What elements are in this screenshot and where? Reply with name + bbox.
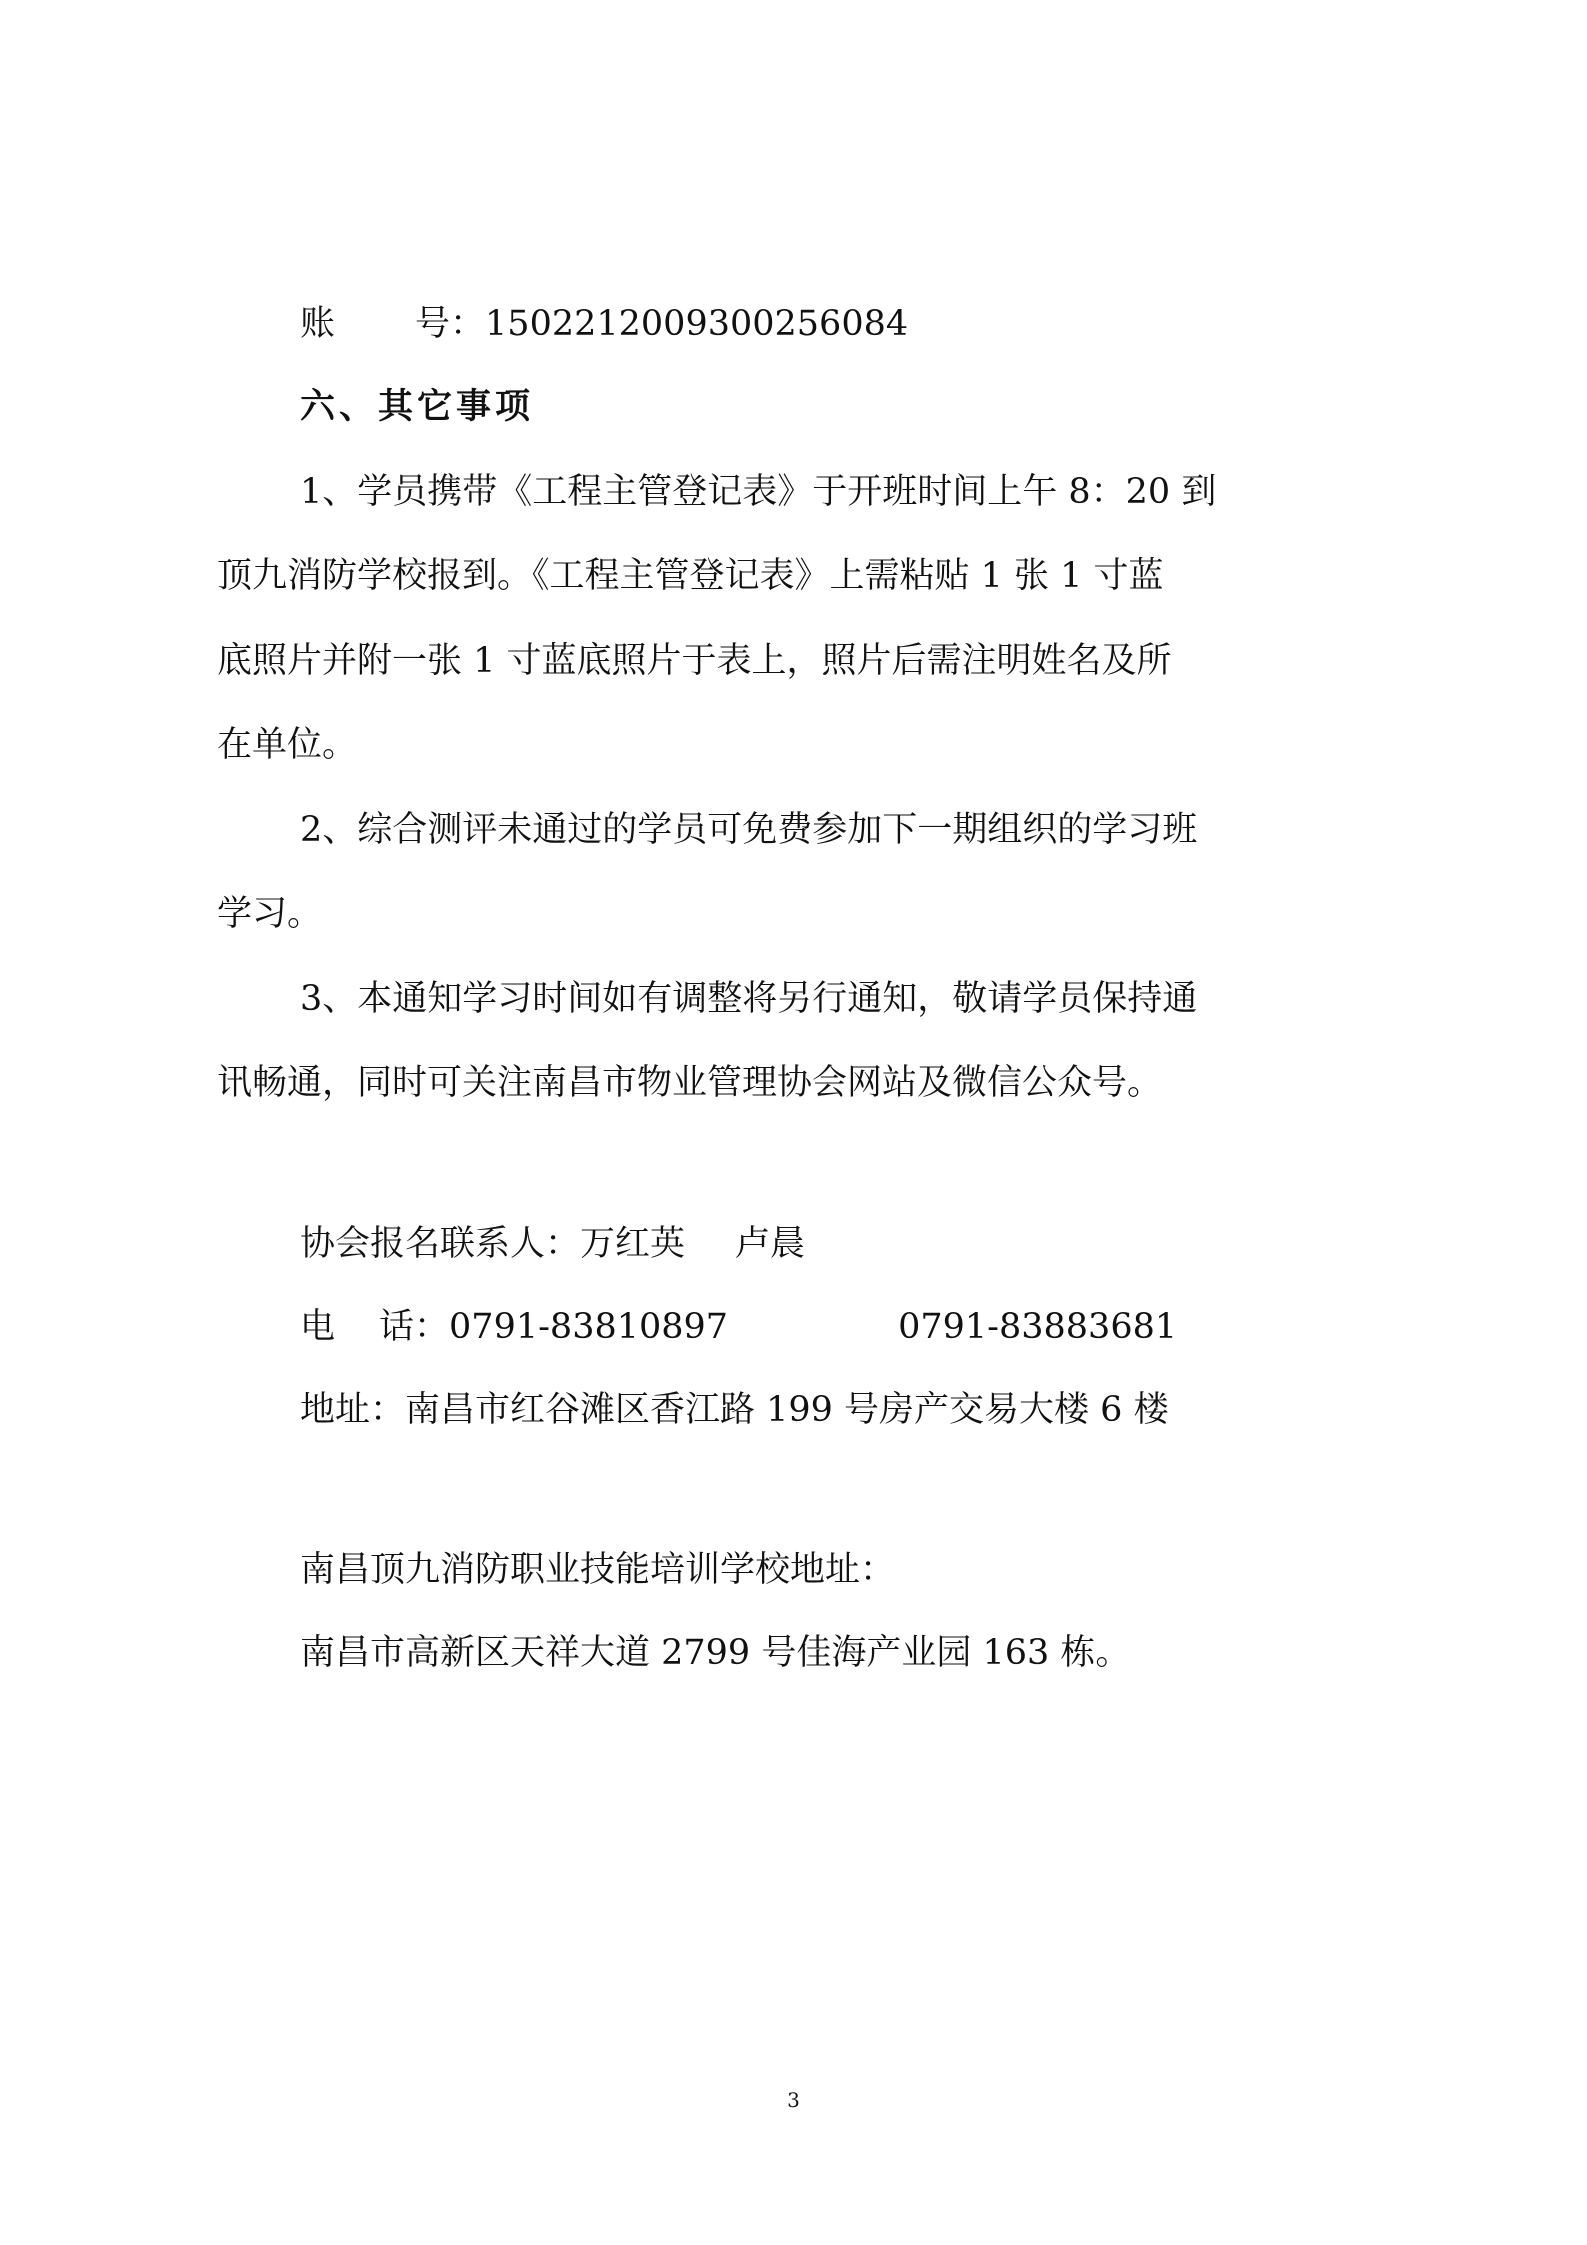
item2-line: 学习。 [217,894,323,934]
item3-line: 讯畅通，同时可关注南昌市物业管理协会网站及微信公众号。 [217,1063,1163,1103]
item1-line: 在单位。 [217,725,358,765]
contact-people-label: 协会报名联系人： [300,1224,581,1264]
phone-number-1: 0791-83810897 [449,1307,729,1347]
item3-line: 3、本通知学习时间如有调整将另行通知，敬请学员保持通 [300,979,1198,1019]
school-address: 南昌市高新区天祥大道 2799 号佳海产业园 163 栋。 [300,1633,1131,1673]
phone-number-2: 0791-83883681 [898,1307,1178,1347]
contact-person-1: 万红英 [580,1224,686,1264]
account-label-2: 号： [415,304,486,344]
contact-phone-line [300,1302,1177,1352]
section-heading: 六、其它事项 [300,386,535,427]
account-number: 1502212009300256084 [485,304,909,344]
contact-person-2: 卢晨 [735,1224,806,1264]
association-address: 地址：南昌市红谷滩区香江路 199 号房产交易大楼 6 楼 [300,1390,1169,1430]
item1-line: 底照片并附一张 1 寸蓝底照片于表上，照片后需注明姓名及所 [217,641,1172,681]
account-label-1: 账 [300,304,338,344]
school-address-title: 南昌顶九消防职业技能培训学校地址： [300,1550,896,1590]
item1-line: 顶九消防学校报到。《工程主管登记表》上需粘贴 1 张 1 寸蓝 [217,556,1164,596]
item1-line: 1、学员携带《工程主管登记表》于开班时间上午 8：20 到 [300,472,1217,512]
item2-line: 2、综合测评未通过的学员可免费参加下一期组织的学习班 [300,810,1198,850]
phone-label-1: 电 [300,1307,336,1347]
account-line [300,299,908,349]
contact-people-line [300,1219,805,1269]
phone-label-2: 话： [379,1307,450,1347]
page-number: 3 [787,2088,800,2112]
